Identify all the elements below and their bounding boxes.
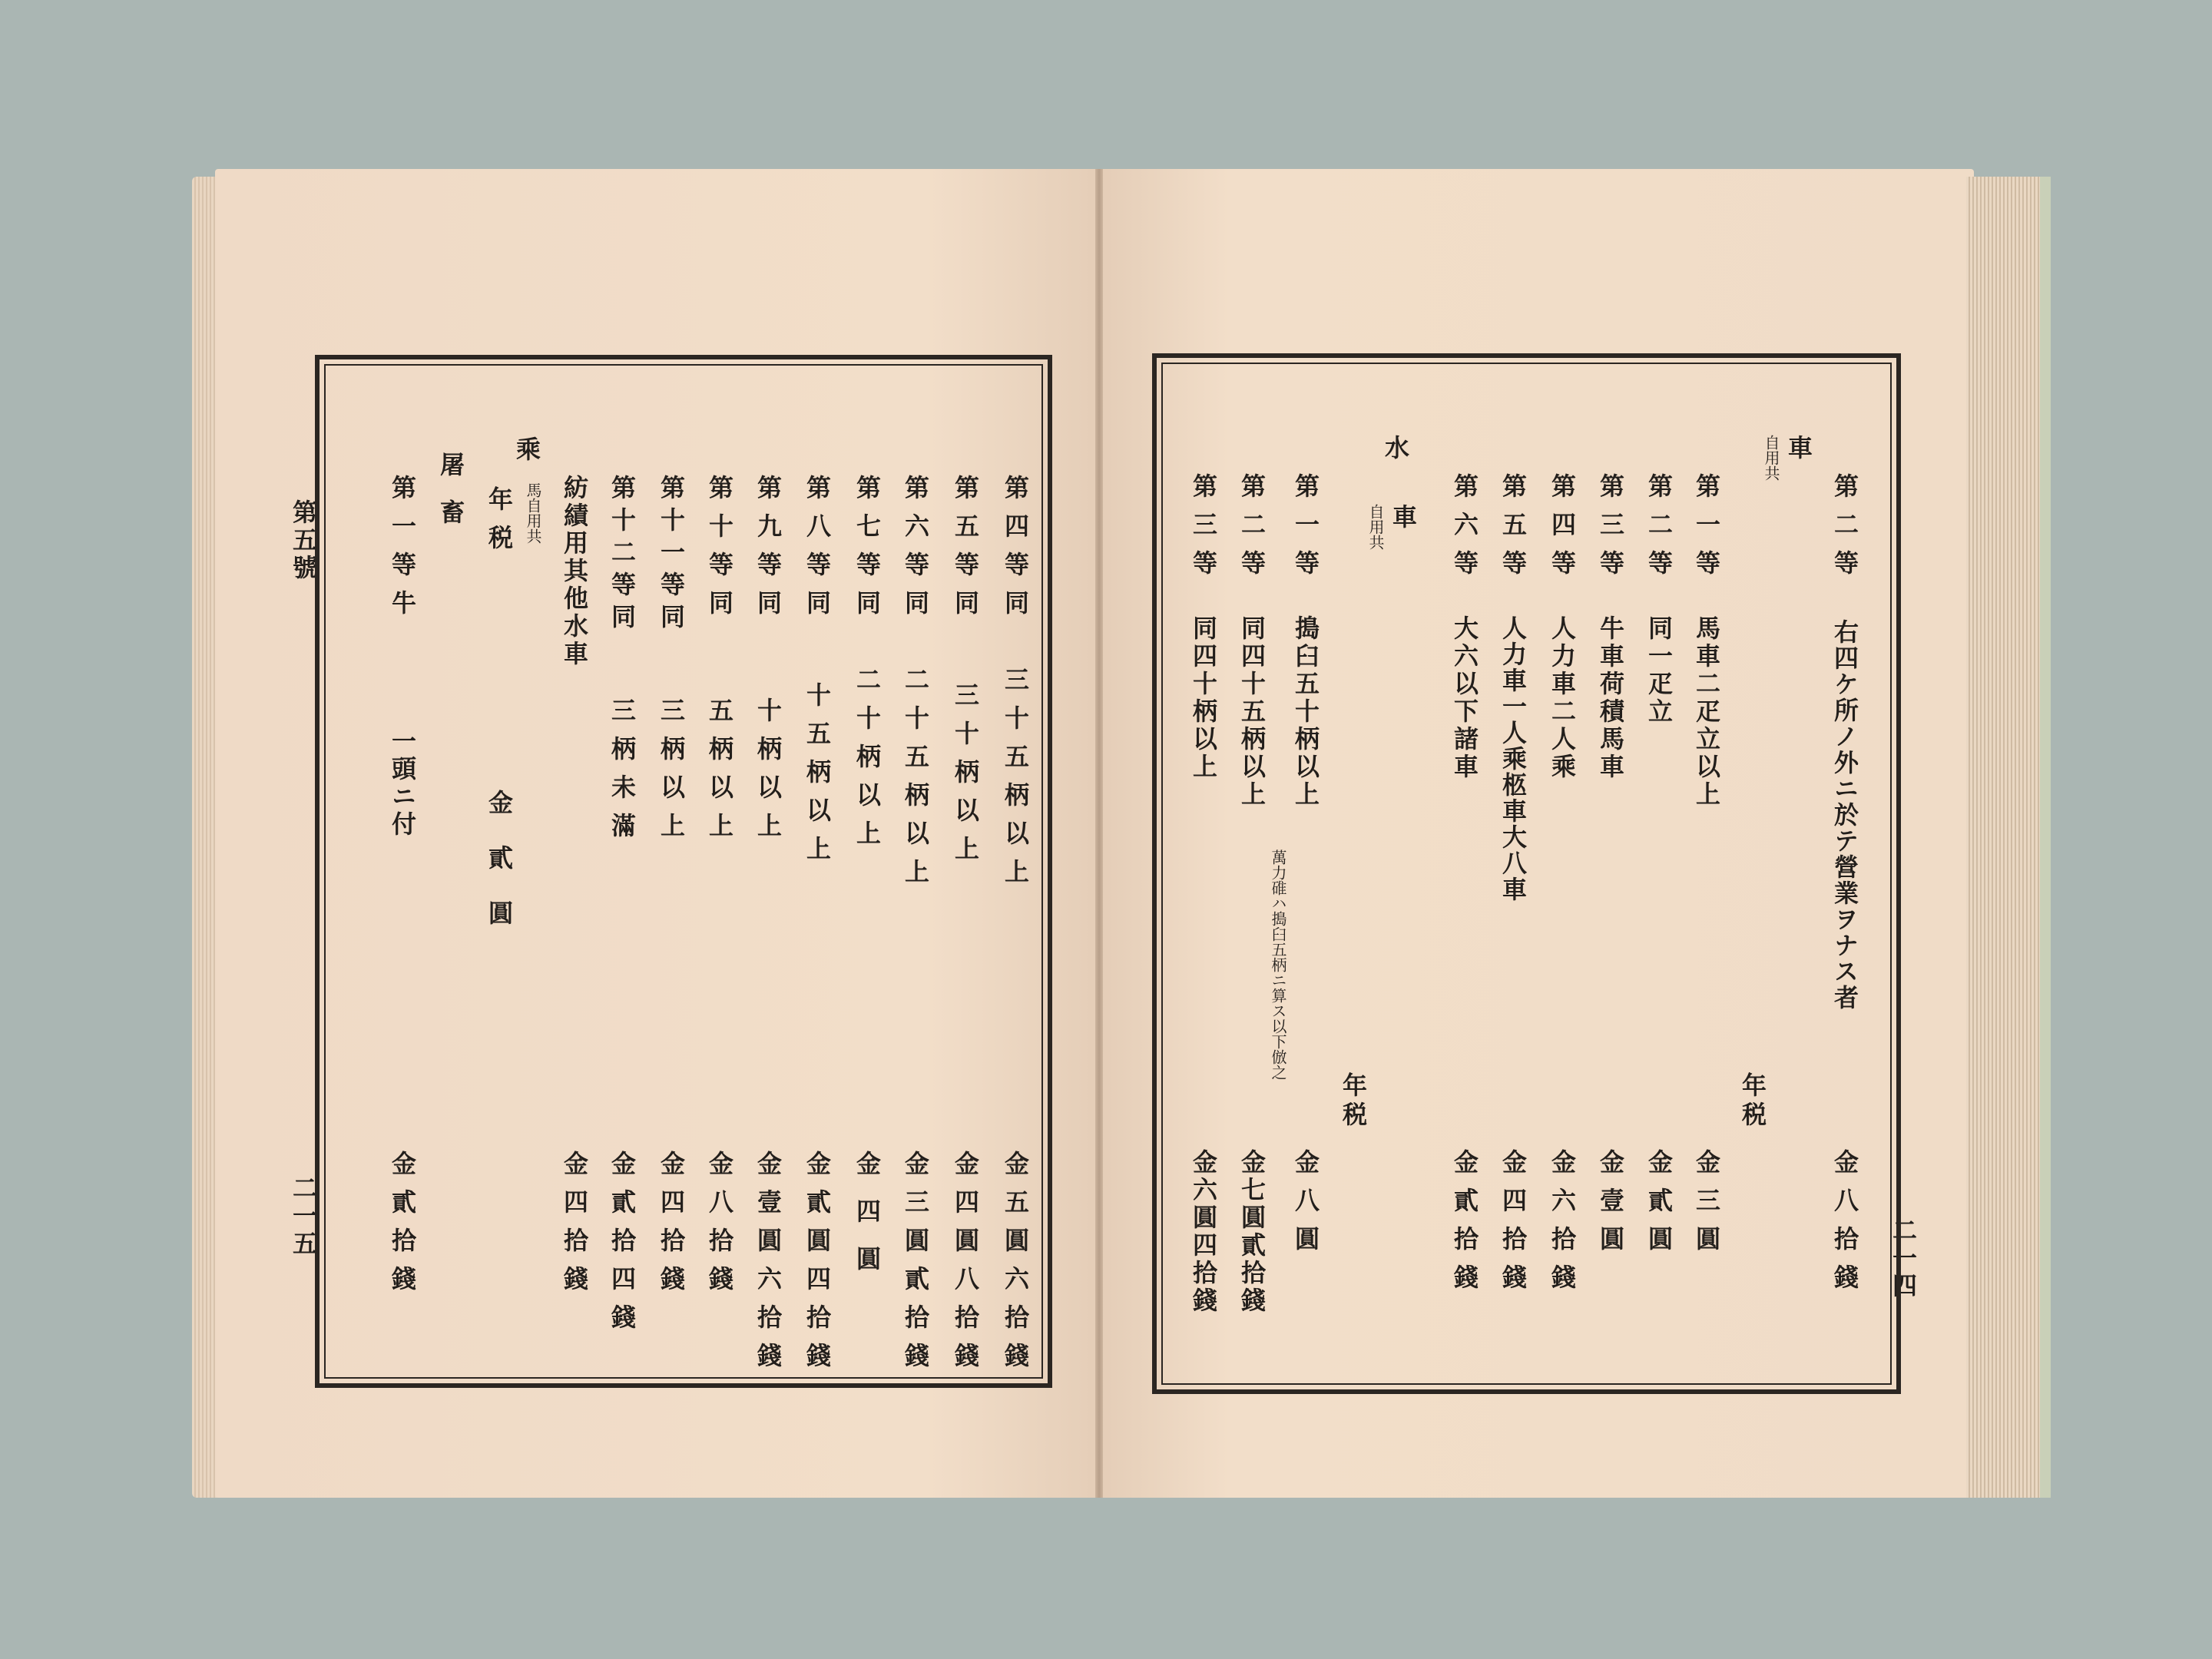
table-frame-left xyxy=(315,355,1052,1388)
entry-mid: 一頭ニ付 xyxy=(388,728,417,839)
entry-mid: 十柄以上 xyxy=(753,697,783,851)
entry-top: 紡績用其他水車 xyxy=(560,475,589,668)
entry-mid: 同四十柄以上 xyxy=(1189,615,1218,781)
entry-mid: 人力車二人乘 xyxy=(1548,615,1577,781)
entry-amount: 金貳拾錢 xyxy=(1450,1149,1479,1303)
entry-top: 第三等 xyxy=(1189,473,1218,588)
entry-top: 第二等 xyxy=(1830,473,1859,588)
book-gutter xyxy=(1095,169,1103,1498)
entry-top: 第四等同 xyxy=(1001,475,1030,628)
entry-mid: 馬車二疋立以上 xyxy=(1692,615,1721,809)
entry-amount: 金八拾錢 xyxy=(1830,1149,1859,1303)
section-heading: 水 xyxy=(1381,435,1410,464)
page-number-left: 二一五 xyxy=(289,1175,318,1258)
entry-amount: 金貳拾錢 xyxy=(388,1151,417,1304)
entry-amount: 金壹圓 xyxy=(1596,1149,1625,1264)
entry-top: 第十等同 xyxy=(705,475,734,628)
entry-amount: 金七圓貳拾錢 xyxy=(1237,1149,1267,1315)
entry-amount: 金四拾錢 xyxy=(657,1151,686,1304)
entry-mid: 三柄以上 xyxy=(657,697,686,851)
entry-amount: 金六圓四拾錢 xyxy=(1189,1149,1218,1315)
entry-amount: 金四拾錢 xyxy=(560,1151,589,1304)
entry-top: 第四等 xyxy=(1548,473,1577,588)
entry-mid: 牛車荷積馬車 xyxy=(1596,615,1625,781)
entry-top: 第六等同 xyxy=(901,475,930,628)
entry-mid: 三柄未滿 xyxy=(608,697,637,851)
entry-top: 第九等同 xyxy=(753,475,783,628)
entry-amount: 金四圓八拾錢 xyxy=(951,1151,980,1381)
entry-top: 第五等 xyxy=(1498,473,1528,588)
entry-amount: 金五圓六拾錢 xyxy=(1001,1151,1030,1381)
entry-mid: 大六以下諸車 xyxy=(1450,615,1479,781)
entry-top: 第二等 xyxy=(1644,473,1674,588)
entry-amount: 金六拾錢 xyxy=(1548,1149,1577,1303)
entry-mid: 五柄以上 xyxy=(705,697,734,851)
column-label-annual-tax: 年税 xyxy=(1339,1072,1368,1131)
section-note: 馬自用共 xyxy=(524,482,542,544)
entry-mid: 三十柄以上 xyxy=(951,682,980,874)
entry-amount: 金三圓 xyxy=(1692,1149,1721,1264)
section-note: 自用共 xyxy=(1762,435,1780,481)
entry-top: 第十一等同 xyxy=(657,475,686,636)
entry-amount: 金貳圓四拾錢 xyxy=(803,1151,832,1381)
entry-mid: 同一疋立 xyxy=(1644,615,1674,726)
entry-top: 第二等 xyxy=(1237,473,1267,588)
entry-top: 第一等牛 xyxy=(388,475,417,628)
entry-top: 第一等 xyxy=(1291,473,1320,588)
entry-amount: 金四拾錢 xyxy=(1498,1149,1528,1303)
entry-amount: 金貳圓 xyxy=(485,790,514,955)
section-note: 自用共 xyxy=(1366,504,1385,550)
section-label: 年税 xyxy=(485,486,514,563)
entry-mid: 同四十五柄以上 xyxy=(1237,615,1267,809)
page-edges-right xyxy=(1966,177,2051,1498)
entry-top: 第三等 xyxy=(1596,473,1625,588)
section-heading-2: 車 xyxy=(1389,504,1418,533)
entry-top: 第七等同 xyxy=(853,475,882,628)
section-heading: 車 xyxy=(1784,435,1813,464)
section-heading: 乘 xyxy=(512,436,541,465)
entry-mid: 人力車一人乘柩車大八車 xyxy=(1498,615,1528,902)
column-label-annual-tax: 年税 xyxy=(1738,1072,1767,1131)
entry-note: 萬力碓ハ搗臼五柄ニ算ス以下倣之 xyxy=(1269,849,1287,1080)
entry-mid: 二十柄以上 xyxy=(853,667,882,859)
table-frame-right xyxy=(1152,353,1901,1394)
chapter-label: 第五號 xyxy=(289,499,318,582)
entry-top: 第一等 xyxy=(1692,473,1721,588)
entry-top: 第八等同 xyxy=(803,475,832,628)
entry-amount: 金八圓 xyxy=(1291,1149,1320,1264)
entry-mid: 搗臼五十柄以上 xyxy=(1291,615,1320,809)
entry-top: 第十二等同 xyxy=(608,475,637,636)
entry-amount: 金八拾錢 xyxy=(705,1151,734,1304)
entry-amount: 金貳圓 xyxy=(1644,1149,1674,1264)
entry-mid: 右四ケ所ノ外ニ於テ營業ヲナス者 xyxy=(1830,619,1859,1011)
entry-amount: 金四圓 xyxy=(853,1151,882,1293)
entry-amount: 金三圓貳拾錢 xyxy=(901,1151,930,1381)
entry-mid: 十五柄以上 xyxy=(803,682,832,874)
entry-mid: 二十五柄以上 xyxy=(901,667,930,897)
entry-amount: 金貳拾四錢 xyxy=(608,1151,637,1343)
entry-top: 第五等同 xyxy=(951,475,980,628)
entry-top: 第六等 xyxy=(1450,473,1479,588)
entry-amount: 金壹圓六拾錢 xyxy=(753,1151,783,1381)
entry-mid: 三十五柄以上 xyxy=(1001,667,1030,897)
section-heading: 屠畜 xyxy=(436,452,465,547)
page-number-right: 二一四 xyxy=(1889,1217,1918,1300)
